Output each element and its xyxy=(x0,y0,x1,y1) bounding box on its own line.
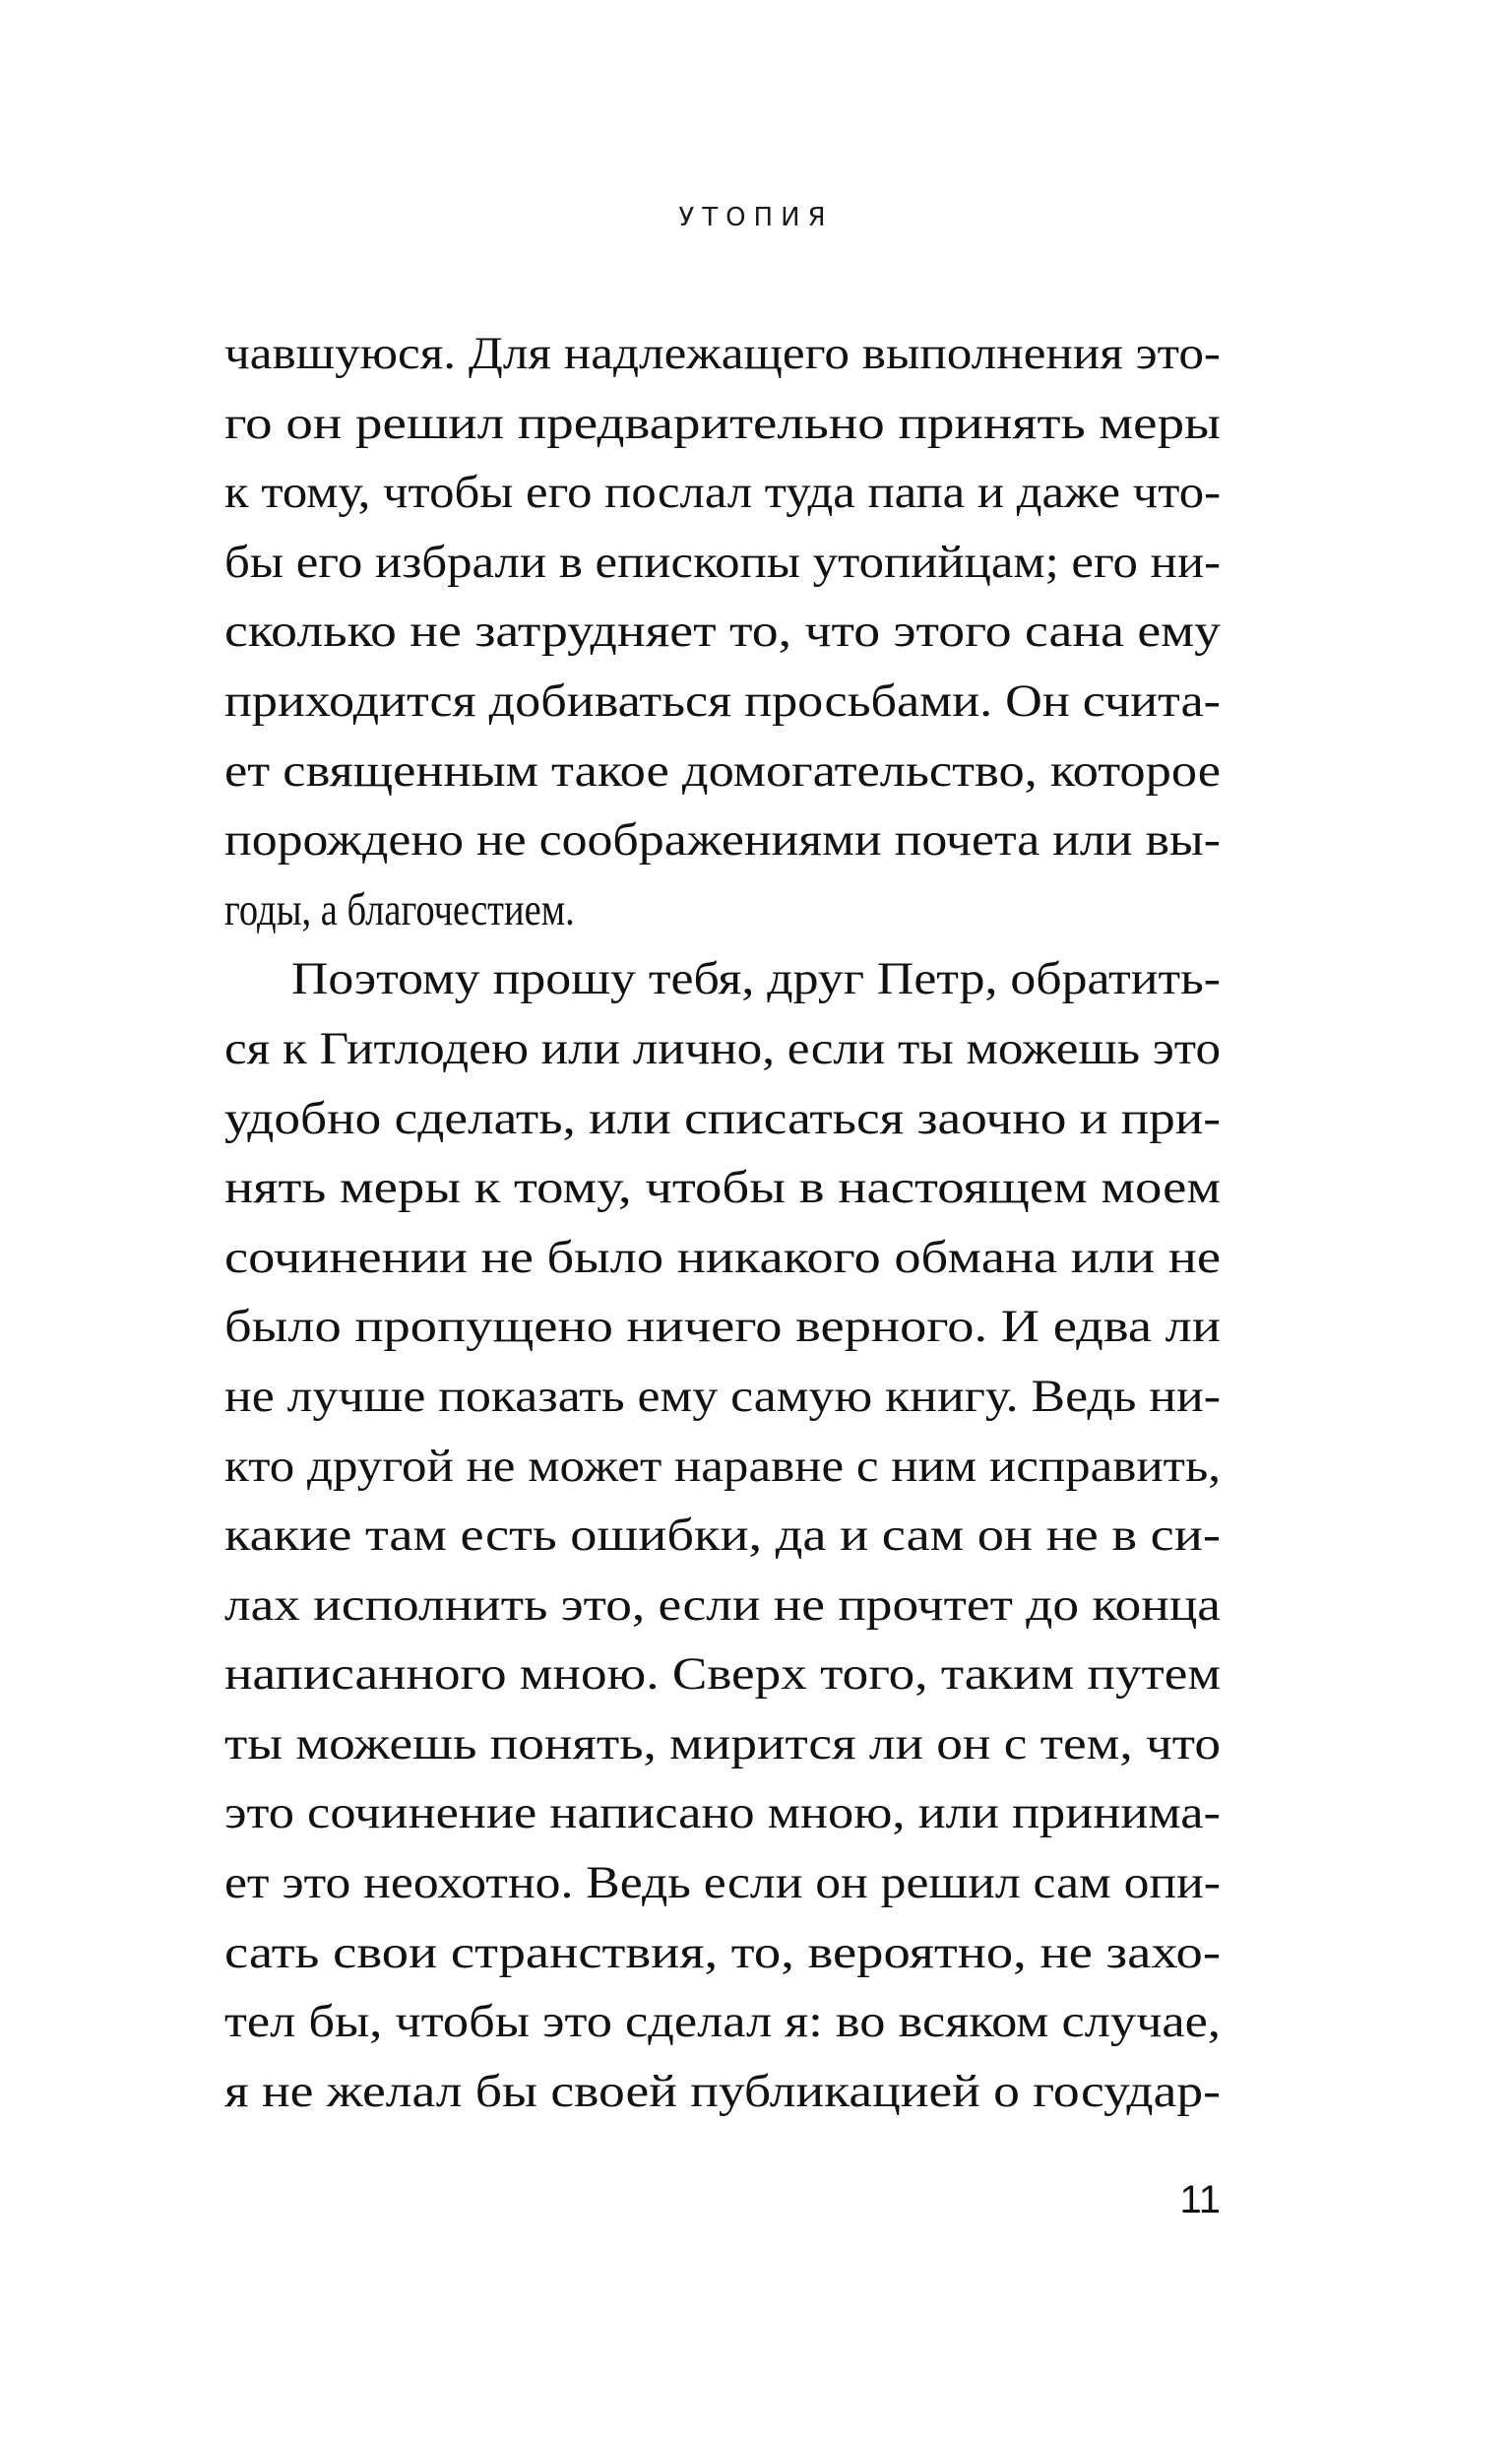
text-line: бы его избрали в епископы утопийцам; его ни- xyxy=(224,536,1221,588)
text-line: Поэтому прошу тебя, друг Петр, обратить- xyxy=(291,953,1221,1005)
text-line: ты можешь понять, мирится ли он с тем, что xyxy=(224,1717,1221,1769)
text-line: сочинении не было никакого обмана или не xyxy=(224,1231,1221,1283)
text-line: кто другой не может наравне с ним исправить, xyxy=(224,1440,1221,1492)
text-line: годы, а благочестием. xyxy=(224,883,575,935)
text-line: было пропущено ничего верного. И едва ли xyxy=(224,1301,1221,1353)
text-line: не лучше показать ему самую книгу. Ведь ни- xyxy=(224,1370,1221,1422)
text-line: ся к Гитлодею или лично, если ты можешь это xyxy=(224,1022,1221,1074)
text-line: написанного мною. Сверх того, таким путем xyxy=(224,1648,1221,1701)
text-line: нять меры к тому, чтобы в настоящем моем xyxy=(224,1162,1221,1214)
running-head: УТОПИЯ xyxy=(678,203,834,232)
text-line: сать свои странствия, то, вероятно, не захо- xyxy=(224,1926,1221,1978)
paragraph-2 xyxy=(224,944,1221,2126)
text-line: сколько не затрудняет то, что этого сана ему xyxy=(224,606,1221,658)
body-text xyxy=(224,319,1221,2126)
text-line: приходится добиваться просьбами. Он счита- xyxy=(224,675,1221,727)
text-line: к тому, чтобы его послал туда папа и даже что- xyxy=(224,467,1221,519)
text-line: ет это неохотно. Ведь если он решил сам опи- xyxy=(224,1857,1221,1909)
text-line: какие там есть ошибки, да и сам он не в си- xyxy=(224,1510,1221,1562)
text-line: я не желал бы своей публикацией о государ- xyxy=(224,2065,1221,2117)
text-line: удобно сделать, или списаться заочно и при- xyxy=(224,1092,1221,1144)
text-line: чавшуюся. Для надлежащего выполнения это- xyxy=(224,328,1221,379)
page-number: 11 xyxy=(1179,2178,1221,2221)
text-line: го он решил предварительно принять меры xyxy=(224,397,1221,449)
text-line: порождено не соображениями почета или вы- xyxy=(224,814,1221,867)
text-line: тел бы, чтобы это сделал я: во всяком случае, xyxy=(224,1996,1221,2048)
paragraph-1 xyxy=(224,319,1221,944)
text-line: лах исполнить это, если не прочтет до конца xyxy=(224,1578,1221,1631)
text-line: ет священным такое домогательство, которое xyxy=(224,744,1221,797)
text-line: это сочинение написано мною, или принима- xyxy=(224,1787,1221,1839)
